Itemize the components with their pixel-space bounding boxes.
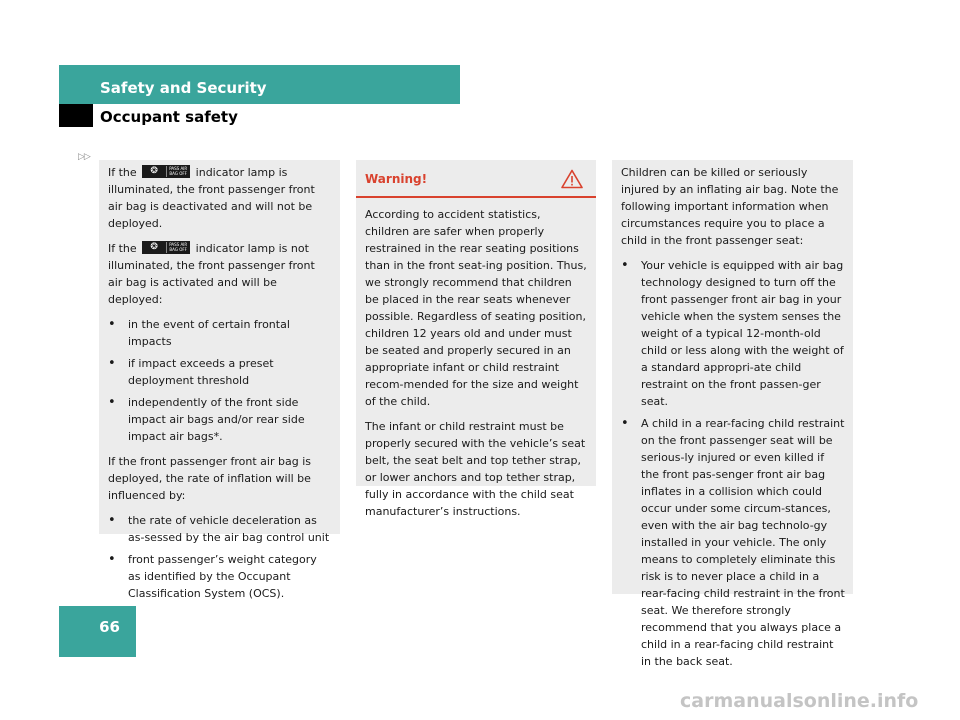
inflation-factors-list xyxy=(108,512,332,602)
child-safety-intro: Children can be killed or seriously injured by an inflating air bag. Note the following important information when circumstances require you to place a child in the front passenger seat: xyxy=(621,166,839,247)
section-tab-marker xyxy=(59,104,93,127)
list-item: • A child in a rear-facing child restraint on the front passenger seat will be serious-ly injured or even killed if the front pas-senger front air bag inflates in a collision which could occur under some circum-stances, even with the air bag technolo-gy installed in your vehicle. The only means to completely eliminate this risk is to never place a child in a rear-facing child restraint in the front seat. We therefore strongly recommend that you always place a child in a rear-facing child restraint in the back seat. xyxy=(621,415,845,670)
indicator-off-lead: If the xyxy=(108,242,137,255)
warning-title: Warning! xyxy=(365,172,428,186)
list-item: • independently of the front side impact air bags and/or rear side impact air bags*. xyxy=(108,394,332,445)
warning-panel xyxy=(356,160,596,518)
indicator-off-text: indicator lamp is not illuminated, the front passenger front air bag is activated and will be deployed: xyxy=(108,242,315,306)
warning-paragraph: The infant or child restraint must be properly secured with the vehicle’s seat belt, the seat belt and top tether strap, or lower anchors and top tether strap, fully in accordance with the child seat manufacturer’s instructions. xyxy=(365,420,586,518)
warning-body xyxy=(356,198,596,520)
indicator-off-paragraph xyxy=(108,240,332,308)
list-item: • in the event of certain frontal impacts xyxy=(108,316,332,350)
airbag-indicator-panel xyxy=(99,160,340,600)
page-title: Occupant safety xyxy=(100,108,238,126)
page-number: 66 xyxy=(99,618,120,636)
list-item: • the rate of vehicle deceleration as as-sessed by the air bag control unit xyxy=(108,512,332,546)
deployment-conditions-list xyxy=(108,316,332,445)
child-safety-list xyxy=(621,257,845,670)
passenger-airbag-off-icon: ❂ PASS AIR BAG OFF xyxy=(142,241,190,254)
warning-paragraph: According to accident statistics, children are safer when properly restrained in the rear seating positions than in the front seat-ing position. Thus, we strongly recommend that children be placed in the rear seats whenever possible. Regardless of seating position, children 12 years old and under must be seated and properly secured in an appropriate infant or child restraint recom-mended for the size and weight of the child. xyxy=(365,208,587,408)
passenger-airbag-off-icon: ❂ PASS AIR BAG OFF xyxy=(142,165,190,178)
warning-header xyxy=(356,160,596,198)
continued-marker: ▷▷ xyxy=(78,152,90,162)
indicator-on-paragraph xyxy=(108,164,332,232)
warning-triangle-icon xyxy=(561,169,583,189)
indicator-on-text: indicator lamp is illuminated, the front passenger front air bag is deactivated and will not be deployed. xyxy=(108,166,315,230)
section-title: Safety and Security xyxy=(100,79,267,97)
list-item: • if impact exceeds a preset deployment threshold xyxy=(108,355,332,389)
list-item: • Your vehicle is equipped with air bag technology designed to turn off the front passenger front air bag in your vehicle when the system senses the weight of a typical 12-month-old child or less along with the weight of a standard appropri-ate child restraint on the front passen-ger seat. xyxy=(621,257,845,410)
list-item: • front passenger’s weight category as identified by the Occupant Classification System (OCS). xyxy=(108,551,332,602)
child-safety-panel xyxy=(612,160,853,668)
watermark: carmanualsonline.info xyxy=(680,690,919,712)
indicator-on-lead: If the xyxy=(108,166,137,179)
inflation-rate-paragraph: If the front passenger front air bag is deployed, the rate of inflation will be influenced by: xyxy=(108,455,311,502)
